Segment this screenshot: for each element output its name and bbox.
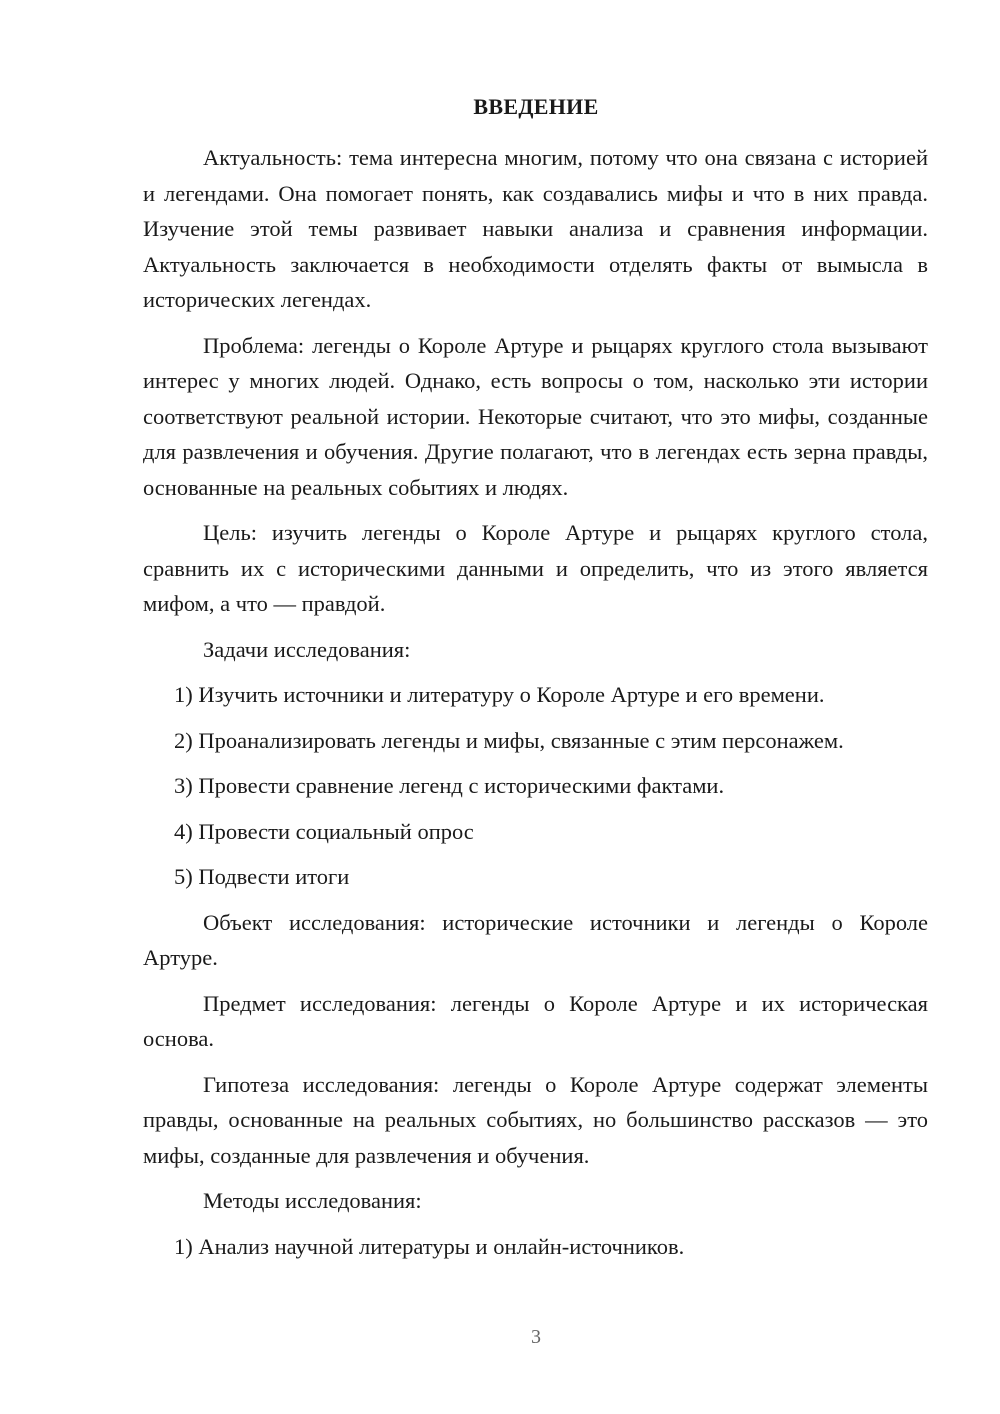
- task-item: 2) Проанализировать легенды и мифы, связанные с этим персонажем.: [174, 727, 844, 753]
- relevance-paragraph: Актуальность: тема интересна многим, потому что она связана с историей и легендами. Она помогает понять, как создавались мифы и что в них правда. Изучение этой темы развивает навыки анализа и сравнения информации. Актуальность заключается в необходимости отделять факты от вымысла в исторических легендах.: [143, 145, 928, 312]
- problem-paragraph: Проблема: легенды о Короле Артуре и рыцарях круглого стола вызывают интерес у многих людей. Однако, есть вопросы о том, насколько эти истории соответствуют реальной истории. Некоторые считают, что это мифы, созданные для развлечения и обучения. Другие полагают, что в легендах есть зерна правды, основанные на реальных событиях и людях.: [143, 332, 928, 500]
- task-item: 4) Провести социальный опрос: [174, 818, 474, 844]
- page-number: 3: [531, 1326, 541, 1348]
- document-body: [143, 140, 928, 1264]
- task-item: 1) Изучить источники и литературу о Короле Артуре и его времени.: [174, 682, 825, 707]
- object-paragraph: Объект исследования: исторические источники и легенды о Короле Артуре.: [143, 909, 928, 970]
- method-item: 1) Анализ научной литературы и онлайн-источников.: [174, 1233, 685, 1259]
- tasks-heading: Задачи исследования:: [203, 636, 411, 662]
- methods-heading: Методы исследования:: [203, 1188, 422, 1213]
- hypothesis-paragraph: Гипотеза исследования: легенды о Короле Артуре содержат элементы правды, основанные на реальных событиях, но большинство рассказов — это мифы, созданные для развлечения и обучения.: [143, 1071, 928, 1168]
- section-title: ВВЕДЕНИЕ: [473, 94, 599, 119]
- task-item: 5) Подвести итоги: [174, 864, 350, 889]
- subject-paragraph: Предмет исследования: легенды о Короле Артуре и их историческая основа.: [143, 990, 928, 1051]
- task-item: 3) Провести сравнение легенд с историческими фактами.: [174, 773, 725, 798]
- goal-paragraph: Цель: изучить легенды о Короле Артуре и рыцарях круглого стола, сравнить их с историческими данными и определить, что из этого является мифом, а что — правдой.: [143, 520, 928, 616]
